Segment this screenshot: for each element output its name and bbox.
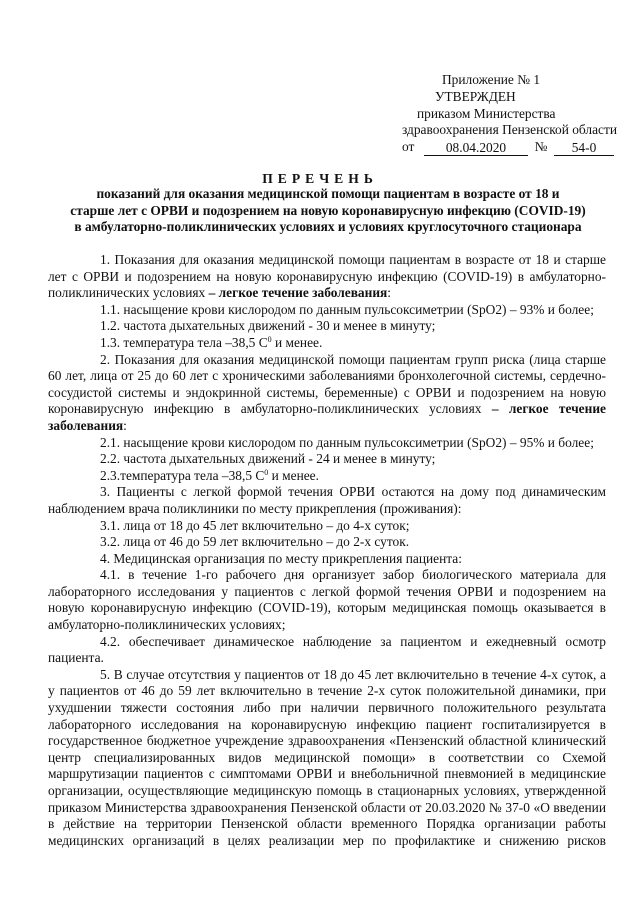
- ministry-label: здравоохранения Пензенской области: [402, 122, 617, 138]
- approval-block: [402, 72, 617, 156]
- paragraph-2-3: [48, 468, 606, 485]
- paragraph-text: и менее.: [271, 334, 323, 350]
- paragraph-1-3: [48, 335, 606, 352]
- document-subtitle: [48, 186, 608, 236]
- appendix-label: Приложение № 1: [442, 72, 541, 87]
- order-date-number: [402, 139, 614, 156]
- paragraph-3-1: 3.1. лица от 18 до 45 лет включительно – до 4-х суток;: [100, 517, 410, 533]
- paragraph-4: 4. Медицинская организация по месту прикрепления пациента:: [100, 550, 462, 566]
- degree-sup: 0: [267, 334, 272, 344]
- paragraph-3-2: 3.2. лица от 46 до 59 лет включительно – до 2-х суток.: [100, 534, 410, 550]
- paragraph-text: 2. Показания для оказания медицинской помощи пациентам групп риска (лица старше 60 лет, лица от 25 до 60 лет с хроническими заболеваниями бронхолегочной системы, сердечно-сосудистой системы и эндокринной системы, беременные) с ОРВИ и подозрением на новую коронавирусную инфекцию в амбулаторно-поликлинических условиях: [48, 351, 606, 417]
- paragraph-2-2: 2.2. частота дыхательных движений - 24 и менее в минуту;: [100, 451, 436, 467]
- subtitle-line: в амбулаторно-поликлинических условиях и условиях круглосуточного стационара: [74, 219, 582, 235]
- paragraph-text: 2.3.температура тела –38,5 С: [100, 467, 265, 483]
- paragraph-1: [48, 252, 606, 302]
- paragraph-2: [48, 352, 606, 435]
- paragraph-5: 5. В случае отсутствия у пациентов от 18 до 45 лет включительно в течение 4-х суток, а у пациентов от 46 до 59 лет включительно в течение 2-х суток положительной динамики, при ухудшении тяжести состояния либо при наличии первичного положительного результата лабораторного исследования на коронавирусную инфекцию пациент госпитализируется в государственное бюджетное учреждение здравоохранения «Пензенский областной клинический центр специализированных видов медицинской помощи» в соответствии со Схемой маршрутизации пациентов с симптомами ОРВИ и внебольничной пневмонией в медицинские организации, осуществляющие медицинскую помощь в стационарных условиях, утвержденной приказом Министерства здравоохранения Пензенской области от 20.03.2020 № 37-0 «О введении в действие на территории Пензенской области временного Порядка организации работы медицинских организаций в целях реализации мер по профилактике и снижению рисков: [48, 666, 606, 848]
- paragraph-3: 3. Пациенты с легкой формой течения ОРВИ остаются на дому под динамическим наблюдением врача поликлиники по месту прикрепления (проживания):: [48, 484, 606, 516]
- paragraph-1-1: 1.1. насыщение крови кислородом по данным пульсоксиметрии (SpO2) – 93% и более;: [100, 301, 594, 317]
- order-label: приказом Министерства: [417, 105, 556, 121]
- number-label: №: [534, 139, 548, 155]
- paragraph-text: и менее.: [268, 467, 319, 483]
- paragraph-emphasis: – легкое течение заболевания: [208, 285, 388, 301]
- document-body: [48, 252, 606, 849]
- paragraph-text: 1.3. температура тела –38,5 С: [100, 334, 268, 350]
- subtitle-line: показаний для оказания медицинской помощи пациентам в возрасте от 18 и: [96, 186, 560, 201]
- degree-sup: 0: [264, 467, 269, 477]
- paragraph-2-1: 2.1. насыщение крови кислородом по данным пульсоксиметрии (SpO2) – 95% и более;: [100, 434, 594, 450]
- paragraph-punct: :: [123, 417, 127, 433]
- paragraph-4-2: 4.2. обеспечивает динамическое наблюдение за пациентом и ежедневный осмотр пациента.: [48, 633, 606, 666]
- order-number: 54-0: [554, 140, 614, 156]
- paragraph-1-2: 1.2. частота дыхательных движений - 30 и менее в минуту;: [100, 318, 436, 334]
- paragraph-emphasis: – легкое течение заболевания: [48, 401, 606, 433]
- subtitle-line: старше лет с ОРВИ и подозрением на новую коронавирусную инфекцию (COVID-19): [70, 202, 586, 218]
- paragraph-text: 1. Показания для оказания медицинской помощи пациентам в возрасте от 18 и старше лет с ОРВИ и подозрением на новую коронавирусную инфекцию (COVID-19) в амбулаторно-поликлинических условиях: [48, 252, 606, 301]
- approved-label: УТВЕРЖДЕН: [435, 88, 516, 104]
- paragraph-punct: :: [387, 285, 392, 301]
- document-title: ПЕРЕЧЕНЬ: [262, 171, 378, 186]
- order-date: 08.04.2020: [424, 140, 528, 156]
- paragraph-4-1: 4.1. в течение 1-го рабочего дня организует забор биологического материала для лабораторного исследования у пациентов с легкой формой течения ОРВИ и подозрением на новую коронавирусную инфекцию (COVID-19), которым медицинская помощь оказывается в амбулаторно-поликлинических условиях;: [48, 567, 606, 633]
- from-label: от: [402, 139, 415, 155]
